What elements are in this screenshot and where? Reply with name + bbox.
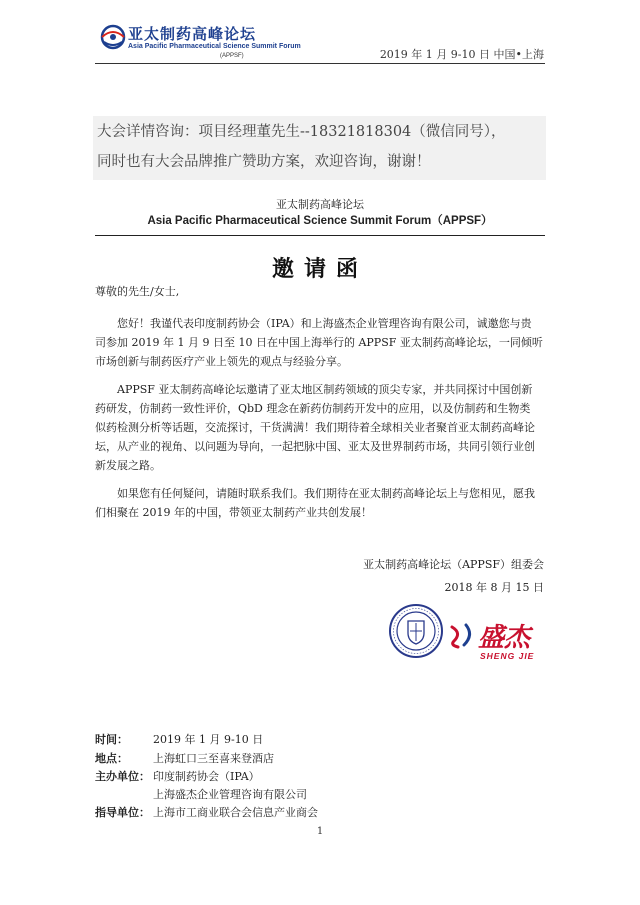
paragraph-line: 似药检测分析等话题，交流探讨，干货满满！我们期待着全球相关业者聚首亚太制药高峰论 — [95, 421, 535, 434]
host-value-2: 上海盛杰企业管理咨询有限公司 — [153, 788, 307, 801]
paragraph-line: 新发展之路。 — [95, 459, 161, 472]
logo-abbreviation: (APPSF) — [220, 53, 244, 59]
host-value-1: 印度制药协会（IPA） — [153, 770, 260, 783]
paragraph-line: 司参加 2019 年 1 月 9 日至 10 日在中国上海举行的 APPSF 亚太制药高峰论坛，一同倾听 — [95, 336, 543, 349]
forum-english-name: Asia Pacific Pharmaceutical Science Summit Forum（APPSF） — [147, 215, 493, 227]
paragraph-line: APPSF 亚太制药高峰论坛邀请了亚太地区制药领域的顶尖专家，并共同探讨中国创新 — [117, 383, 533, 396]
contact-banner — [93, 116, 546, 180]
paragraph-3 — [95, 484, 547, 522]
forum-chinese-name: 亚太制药高峰论坛 — [276, 198, 364, 211]
contact-line-2: 同时也有大会品牌推广赞助方案，欢迎咨询，谢谢！ — [97, 154, 431, 170]
header-date-place: 2019 年 1 月 9-10 日 中国•上海 — [379, 48, 544, 61]
paragraph-line: 们相聚在 2019 年的中国，带领亚太制药产业共创发展！ — [95, 506, 372, 519]
header-divider — [95, 63, 545, 64]
guide-value: 上海市工商业联合会信息产业商会 — [153, 806, 318, 819]
shengjie-mark-icon — [448, 623, 476, 649]
shengjie-logo — [448, 617, 548, 665]
contact-line-1: 大会详情咨询：项目经理董先生--18321818304（微信同号）， — [97, 124, 506, 140]
time-value: 2019 年 1 月 9-10 日 — [153, 733, 264, 746]
logo-chinese-name: 亚太制药高峰论坛 — [128, 25, 257, 43]
paragraph-line: 坛，从产业的视角、以问题为导向，一起把脉中国、亚太及世界制药市场，共同引领行业创 — [95, 440, 535, 453]
globe-icon — [100, 22, 126, 52]
paragraph-2 — [95, 380, 547, 475]
logo-english-name: Asia Pacific Pharmaceutical Science Summit Forum — [128, 43, 301, 50]
page-header — [0, 0, 640, 70]
title-divider — [95, 235, 545, 236]
shengjie-english-name: SHENG JIE — [480, 651, 535, 661]
guide-label: 指导单位： — [95, 806, 150, 819]
paragraph-line: 药研发，仿制药一致性评价，QbD 理念在新药仿制药开发中的应用，以及仿制药和生物类 — [95, 402, 531, 415]
paragraph-line: 您好！我谨代表印度制药协会（IPA）和上海盛杰企业管理咨询有限公司，诚邀您与贵 — [117, 317, 532, 330]
host-label: 主办单位： — [95, 770, 150, 783]
signature-organization: 亚太制药高峰论坛（APPSF）组委会 — [363, 558, 544, 571]
page-number: 1 — [316, 826, 324, 837]
shengjie-chinese-name: 盛杰 — [478, 623, 531, 653]
paragraph-line: 市场创新与制药医疗产业上领先的观点与经验分享。 — [95, 355, 348, 368]
appsf-logo — [100, 22, 301, 64]
time-label: 时间： — [95, 733, 128, 746]
ipa-seal-icon — [388, 603, 444, 659]
paragraph-1 — [95, 314, 547, 371]
place-value: 上海虹口三至喜来登酒店 — [153, 752, 274, 765]
letter-title: 邀请函 — [271, 256, 368, 282]
place-label: 地点： — [95, 752, 128, 765]
salutation: 尊敬的先生/女士, — [95, 285, 180, 298]
signature-date: 2018 年 8 月 15 日 — [444, 581, 544, 594]
paragraph-line: 如果您有任何疑问，请随时联系我们。我们期待在亚太制药高峰论坛上与您相见，愿我 — [117, 487, 535, 500]
